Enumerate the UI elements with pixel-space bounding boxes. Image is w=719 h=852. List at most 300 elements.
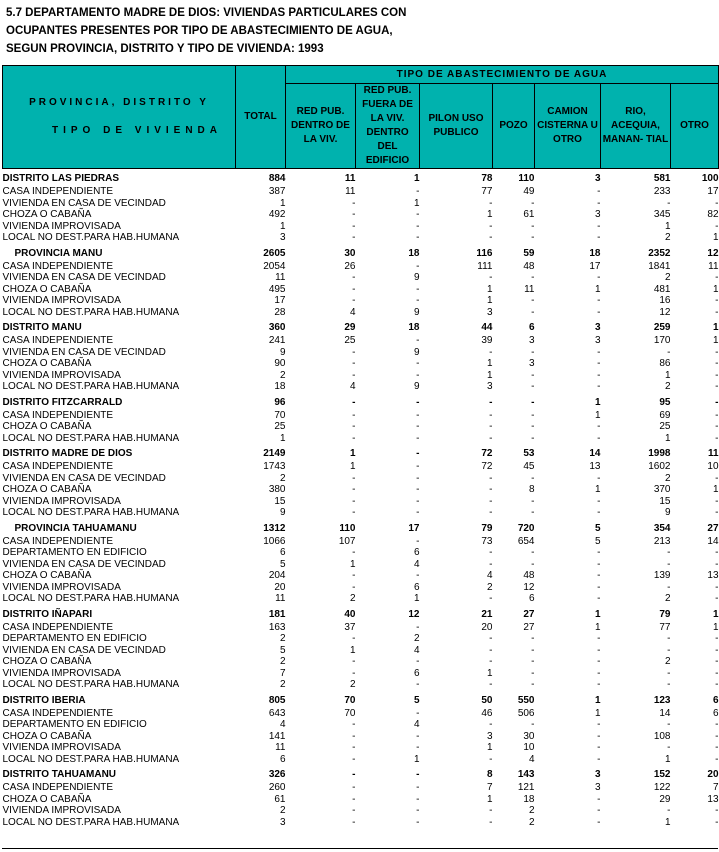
value-cell: 2 bbox=[664, 656, 671, 667]
total-cell: 6 bbox=[279, 753, 286, 765]
value-cell: - bbox=[667, 346, 671, 358]
value-cell: - bbox=[667, 679, 671, 690]
value-cell: 72 bbox=[481, 448, 493, 459]
value-cell: 13 bbox=[589, 461, 601, 472]
row-label: LOCAL NO DEST.PARA HAB.HUMANA bbox=[2, 593, 180, 604]
value-cell: - bbox=[416, 421, 420, 432]
total-cell: 805 bbox=[268, 694, 286, 706]
row-label: CASA INDEPENDIENTE bbox=[2, 461, 114, 472]
value-cell: - bbox=[352, 507, 356, 518]
value-cell: - bbox=[352, 396, 356, 408]
total-cell: 380 bbox=[268, 484, 286, 495]
value-cell: - bbox=[715, 633, 719, 644]
value-cell: 1 bbox=[349, 644, 356, 656]
value-cell: - bbox=[489, 272, 493, 283]
value-cell: 1 bbox=[486, 209, 493, 220]
value-cell: - bbox=[416, 805, 420, 816]
value-cell: 5 bbox=[594, 522, 601, 534]
value-cell: - bbox=[416, 816, 420, 828]
total-cell: 492 bbox=[268, 209, 286, 220]
value-cell: - bbox=[416, 656, 420, 667]
value-cell: - bbox=[489, 232, 493, 243]
value-cell: 4 bbox=[528, 753, 535, 765]
value-cell: - bbox=[715, 816, 719, 828]
value-cell: 2 bbox=[664, 272, 671, 283]
table-row bbox=[3, 335, 719, 347]
total-cell: 163 bbox=[268, 621, 286, 633]
value-cell: - bbox=[489, 816, 493, 828]
row-label: CASA INDEPENDIENTE bbox=[2, 782, 114, 793]
value-cell: - bbox=[597, 421, 601, 432]
value-cell: - bbox=[352, 805, 356, 816]
value-cell: 39 bbox=[481, 335, 493, 346]
value-cell: 53 bbox=[523, 448, 535, 459]
value-cell: 10 bbox=[523, 742, 535, 753]
value-cell: - bbox=[416, 186, 420, 197]
value-cell: - bbox=[597, 295, 601, 306]
total-cell: 7 bbox=[279, 667, 286, 679]
row-label: VIVIENDA EN CASA DE VECINDAD bbox=[2, 644, 166, 656]
value-cell: - bbox=[531, 558, 535, 570]
row-label: LOCAL NO DEST.PARA HAB.HUMANA bbox=[2, 507, 180, 518]
value-cell: - bbox=[715, 432, 719, 444]
value-cell: 17 bbox=[707, 186, 719, 197]
value-cell: 2 bbox=[664, 593, 671, 604]
value-cell: 1 bbox=[594, 409, 601, 421]
value-cell: - bbox=[352, 793, 356, 805]
value-cell: - bbox=[416, 369, 420, 381]
total-cell: 3 bbox=[279, 816, 286, 828]
table-row bbox=[3, 284, 719, 296]
value-cell: - bbox=[597, 547, 601, 558]
row-label: PROVINCIA MANU bbox=[14, 247, 103, 259]
col-header-otro: OTRO bbox=[671, 84, 719, 169]
value-cell: - bbox=[597, 570, 601, 581]
total-cell: 11 bbox=[275, 272, 286, 283]
value-cell: - bbox=[352, 633, 356, 644]
total-cell: 9 bbox=[279, 346, 286, 358]
value-cell: - bbox=[416, 769, 420, 780]
table-row bbox=[3, 307, 719, 319]
table-row bbox=[3, 805, 719, 817]
row-label: CHOZA O CABAÑA bbox=[2, 358, 92, 369]
value-cell: 1 bbox=[712, 283, 719, 295]
value-cell: 17 bbox=[408, 522, 420, 534]
row-label: CHOZA O CABAÑA bbox=[2, 793, 92, 805]
value-cell: - bbox=[489, 495, 493, 507]
value-cell: - bbox=[416, 535, 420, 547]
value-cell: 6 bbox=[528, 322, 535, 333]
value-cell: - bbox=[416, 793, 420, 805]
value-cell: 354 bbox=[653, 522, 671, 534]
value-cell: 111 bbox=[477, 260, 493, 272]
table-row bbox=[3, 570, 719, 582]
table-row bbox=[3, 410, 719, 422]
district-row bbox=[3, 605, 719, 622]
row-label: DISTRITO IBERIA bbox=[2, 694, 86, 706]
value-cell: 86 bbox=[659, 358, 671, 369]
total-cell: 2054 bbox=[263, 260, 286, 272]
value-cell: 16 bbox=[659, 295, 671, 306]
value-cell: 233 bbox=[653, 186, 671, 197]
value-cell: 1 bbox=[486, 667, 493, 679]
value-cell: - bbox=[352, 570, 356, 581]
value-cell: 110 bbox=[518, 173, 535, 184]
water-supply-table bbox=[2, 65, 719, 828]
value-cell: - bbox=[489, 805, 493, 816]
value-cell: 9 bbox=[413, 381, 420, 392]
table-row bbox=[3, 708, 719, 720]
row-label: LOCAL NO DEST.PARA HAB.HUMANA bbox=[2, 432, 180, 444]
value-cell: - bbox=[531, 381, 535, 392]
district-row bbox=[3, 169, 719, 187]
value-cell: - bbox=[597, 581, 601, 593]
value-cell: - bbox=[715, 730, 719, 742]
table-row bbox=[3, 461, 719, 473]
value-cell: 4 bbox=[486, 570, 493, 581]
row-label: PROVINCIA TAHUAMANU bbox=[14, 522, 137, 534]
value-cell: - bbox=[416, 295, 420, 306]
value-cell: 18 bbox=[408, 247, 420, 259]
row-label: CHOZA O CABAÑA bbox=[2, 484, 92, 495]
value-cell: - bbox=[531, 507, 535, 518]
row-label: DISTRITO MANU bbox=[2, 322, 82, 333]
district-row bbox=[3, 444, 719, 461]
row-label: DISTRITO FITZCARRALD bbox=[2, 396, 123, 408]
table-row bbox=[3, 633, 719, 645]
value-cell: - bbox=[715, 358, 719, 369]
title-line-1: 5.7 DEPARTAMENTO MADRE DE DIOS: VIVIENDAS PARTICULARES CON bbox=[6, 7, 407, 19]
value-cell: 1 bbox=[712, 232, 719, 243]
value-cell: 6 bbox=[413, 667, 420, 679]
value-cell: - bbox=[416, 432, 420, 444]
value-cell: - bbox=[715, 753, 719, 765]
value-cell: 45 bbox=[523, 461, 535, 472]
row-label: CHOZA O CABAÑA bbox=[2, 421, 92, 432]
value-cell: - bbox=[416, 570, 420, 581]
value-cell: - bbox=[597, 742, 601, 753]
value-cell: - bbox=[531, 719, 535, 730]
value-cell: 1 bbox=[486, 793, 493, 805]
value-cell: - bbox=[715, 742, 719, 753]
value-cell: 3 bbox=[486, 306, 493, 318]
value-cell: - bbox=[715, 805, 719, 816]
total-cell: 61 bbox=[274, 793, 286, 805]
value-cell: - bbox=[597, 793, 601, 805]
value-cell: 12 bbox=[523, 581, 535, 593]
table-row bbox=[3, 221, 719, 233]
value-cell: 1998 bbox=[648, 448, 671, 459]
province-row bbox=[3, 519, 719, 536]
value-cell: 1 bbox=[594, 694, 601, 706]
value-cell: 1 bbox=[486, 369, 493, 381]
title-line-2: OCUPANTES PRESENTES POR TIPO DE ABASTECIMIENTO DE AGUA, bbox=[6, 25, 393, 37]
value-cell: - bbox=[597, 719, 601, 730]
total-cell: 1 bbox=[279, 220, 286, 232]
value-cell: 4 bbox=[349, 381, 356, 392]
value-cell: - bbox=[715, 507, 719, 518]
value-cell: - bbox=[715, 295, 719, 306]
value-cell: 8 bbox=[486, 769, 493, 780]
value-cell: 1 bbox=[349, 448, 356, 459]
total-cell: 6 bbox=[279, 547, 286, 558]
value-cell: - bbox=[531, 197, 535, 209]
value-cell: - bbox=[667, 667, 671, 679]
value-cell: - bbox=[597, 753, 601, 765]
value-cell: 259 bbox=[653, 322, 671, 333]
value-cell: - bbox=[715, 547, 719, 558]
value-cell: 69 bbox=[659, 409, 671, 421]
value-cell: 48 bbox=[523, 570, 535, 581]
value-cell: 720 bbox=[517, 522, 535, 534]
value-cell: 3 bbox=[594, 335, 601, 346]
total-cell: 241 bbox=[268, 335, 286, 346]
value-cell: - bbox=[597, 232, 601, 243]
value-cell: 370 bbox=[653, 484, 671, 495]
value-cell: 6 bbox=[413, 547, 420, 558]
value-cell: - bbox=[597, 381, 601, 392]
value-cell: 152 bbox=[653, 769, 671, 780]
district-row bbox=[3, 765, 719, 782]
value-cell: 123 bbox=[653, 694, 671, 706]
value-cell: - bbox=[352, 547, 356, 558]
value-cell: - bbox=[352, 782, 356, 793]
table-row bbox=[3, 536, 719, 548]
value-cell: 506 bbox=[517, 707, 535, 719]
value-cell: 1 bbox=[594, 707, 601, 719]
value-cell: - bbox=[489, 409, 493, 421]
value-cell: 1 bbox=[413, 593, 420, 604]
value-cell: 345 bbox=[653, 209, 671, 220]
value-cell: 139 bbox=[653, 570, 671, 581]
value-cell: - bbox=[416, 621, 420, 633]
row-header-line-2: TIPO DE VIVIENDA bbox=[51, 125, 222, 136]
value-cell: 3 bbox=[594, 782, 601, 793]
total-cell: 1066 bbox=[263, 535, 286, 547]
value-cell: - bbox=[416, 484, 420, 495]
total-cell: 2 bbox=[279, 472, 286, 484]
value-cell: 6 bbox=[413, 581, 420, 593]
total-cell: 387 bbox=[268, 186, 286, 197]
value-cell: - bbox=[489, 197, 493, 209]
value-cell: - bbox=[489, 472, 493, 484]
value-cell: 2 bbox=[349, 593, 356, 604]
total-cell: 2 bbox=[279, 633, 286, 644]
table-row bbox=[3, 656, 719, 668]
total-cell: 204 bbox=[268, 570, 286, 581]
value-cell: - bbox=[715, 396, 719, 408]
row-label: CASA INDEPENDIENTE bbox=[2, 335, 114, 346]
total-cell: 20 bbox=[274, 581, 286, 593]
value-cell: 37 bbox=[344, 621, 356, 633]
value-cell: 1841 bbox=[648, 260, 671, 272]
value-cell: 1 bbox=[413, 173, 420, 184]
total-cell: 11 bbox=[275, 742, 286, 753]
row-label: VIVIENDA IMPROVISADA bbox=[2, 495, 121, 507]
total-cell: 360 bbox=[268, 322, 286, 333]
value-cell: - bbox=[597, 507, 601, 518]
value-cell: 12 bbox=[659, 306, 671, 318]
value-cell: 654 bbox=[517, 535, 535, 547]
value-cell: 2 bbox=[486, 581, 493, 593]
total-cell: 28 bbox=[274, 306, 286, 318]
value-cell: - bbox=[597, 816, 601, 828]
value-cell: 70 bbox=[344, 694, 356, 706]
row-label: CHOZA O CABAÑA bbox=[2, 730, 92, 742]
value-cell: 1 bbox=[664, 432, 671, 444]
value-cell: - bbox=[489, 719, 493, 730]
value-cell: 11 bbox=[344, 173, 356, 184]
row-label: DEPARTAMENTO EN EDIFICIO bbox=[2, 719, 147, 730]
title-line-3: SEGUN PROVINCIA, DISTRITO Y TIPO DE VIVIENDA: 1993 bbox=[6, 43, 324, 55]
table-row bbox=[3, 582, 719, 594]
value-cell: - bbox=[352, 369, 356, 381]
value-cell: - bbox=[352, 472, 356, 484]
value-cell: 12 bbox=[707, 247, 719, 259]
value-cell: 79 bbox=[481, 522, 493, 534]
total-cell: 884 bbox=[268, 173, 286, 184]
value-cell: - bbox=[416, 495, 420, 507]
group-header: TIPO DE ABASTECIMIENTO DE AGUA bbox=[286, 66, 719, 84]
value-cell: 29 bbox=[659, 793, 671, 805]
total-cell: 2 bbox=[279, 656, 286, 667]
value-cell: 15 bbox=[659, 495, 671, 507]
table-row bbox=[3, 186, 719, 198]
value-cell: - bbox=[489, 753, 493, 765]
district-row bbox=[3, 393, 719, 410]
value-cell: - bbox=[715, 220, 719, 232]
value-cell: 1 bbox=[594, 484, 601, 495]
value-cell: - bbox=[489, 507, 493, 518]
value-cell: - bbox=[416, 448, 420, 459]
total-cell: 5 bbox=[279, 644, 286, 656]
value-cell: - bbox=[352, 667, 356, 679]
value-cell: - bbox=[597, 679, 601, 690]
value-cell: 18 bbox=[589, 247, 601, 259]
value-cell: - bbox=[352, 719, 356, 730]
table-row bbox=[3, 668, 719, 680]
value-cell: - bbox=[531, 679, 535, 690]
value-cell: 1 bbox=[486, 358, 493, 369]
value-cell: - bbox=[715, 369, 719, 381]
table-row bbox=[3, 754, 719, 766]
value-cell: - bbox=[489, 396, 493, 408]
value-cell: - bbox=[715, 644, 719, 656]
value-cell: 3 bbox=[486, 730, 493, 742]
table-row bbox=[3, 232, 719, 244]
value-cell: 26 bbox=[344, 260, 356, 272]
value-cell: - bbox=[667, 742, 671, 753]
value-cell: - bbox=[352, 495, 356, 507]
value-cell: 4 bbox=[413, 558, 420, 570]
value-cell: - bbox=[597, 306, 601, 318]
col-header-red-pub-fuera: RED PUB. FUERA DE LA VIV. DENTRO DEL EDIFICIO bbox=[356, 84, 420, 169]
value-cell: - bbox=[715, 409, 719, 421]
row-label: VIVIENDA EN CASA DE VECINDAD bbox=[2, 197, 166, 209]
value-cell: 44 bbox=[481, 322, 493, 333]
table-row bbox=[3, 719, 719, 731]
value-cell: 1 bbox=[664, 816, 671, 828]
value-cell: - bbox=[352, 484, 356, 495]
value-cell: 4 bbox=[349, 306, 356, 318]
value-cell: 73 bbox=[481, 535, 493, 547]
value-cell: 6 bbox=[712, 707, 719, 719]
value-cell: - bbox=[715, 197, 719, 209]
value-cell: 79 bbox=[659, 608, 671, 620]
value-cell: - bbox=[597, 805, 601, 816]
value-cell: 5 bbox=[413, 694, 420, 706]
value-cell: - bbox=[597, 656, 601, 667]
value-cell: - bbox=[597, 369, 601, 381]
total-cell: 141 bbox=[268, 730, 286, 742]
row-label: VIVIENDA IMPROVISADA bbox=[2, 742, 121, 753]
value-cell: 2 bbox=[528, 816, 535, 828]
table-row bbox=[3, 679, 719, 691]
value-cell: - bbox=[352, 656, 356, 667]
value-cell: - bbox=[597, 495, 601, 507]
row-header bbox=[3, 66, 236, 169]
value-cell: - bbox=[352, 358, 356, 369]
value-cell: - bbox=[667, 805, 671, 816]
row-label: LOCAL NO DEST.PARA HAB.HUMANA bbox=[2, 381, 180, 392]
value-cell: - bbox=[597, 644, 601, 656]
table-row bbox=[3, 295, 719, 307]
value-cell: - bbox=[531, 369, 535, 381]
value-cell: - bbox=[597, 558, 601, 570]
value-cell: 20 bbox=[707, 769, 719, 780]
value-cell: 8 bbox=[528, 484, 535, 495]
value-cell: - bbox=[597, 633, 601, 644]
value-cell: 2 bbox=[664, 472, 671, 484]
value-cell: 30 bbox=[523, 730, 535, 742]
value-cell: - bbox=[416, 220, 420, 232]
value-cell: 12 bbox=[408, 608, 420, 620]
value-cell: - bbox=[489, 220, 493, 232]
value-cell: 1 bbox=[594, 283, 601, 295]
value-cell: 1 bbox=[712, 621, 719, 633]
value-cell: - bbox=[352, 295, 356, 306]
value-cell: 10 bbox=[707, 461, 719, 472]
col-header-pilon: PILON USO PUBLICO bbox=[420, 84, 493, 169]
value-cell: - bbox=[416, 283, 420, 295]
value-cell: - bbox=[597, 358, 601, 369]
table-row bbox=[3, 261, 719, 273]
value-cell: - bbox=[416, 335, 420, 346]
table-row bbox=[3, 496, 719, 508]
value-cell: 1 bbox=[594, 608, 601, 620]
value-cell: - bbox=[597, 432, 601, 444]
row-label: CASA INDEPENDIENTE bbox=[2, 186, 114, 197]
col-header-camion: CAMION CISTERNA U OTRO bbox=[535, 84, 601, 169]
value-cell: - bbox=[352, 209, 356, 220]
value-cell: - bbox=[489, 558, 493, 570]
row-label: LOCAL NO DEST.PARA HAB.HUMANA bbox=[2, 753, 180, 765]
value-cell: 4 bbox=[413, 644, 420, 656]
value-cell: 40 bbox=[344, 608, 356, 620]
row-label: CASA INDEPENDIENTE bbox=[2, 260, 114, 272]
value-cell: 143 bbox=[517, 769, 535, 780]
value-cell: - bbox=[667, 547, 671, 558]
table-row bbox=[3, 358, 719, 370]
table-row bbox=[3, 593, 719, 605]
total-cell: 181 bbox=[268, 608, 286, 620]
total-cell: 96 bbox=[274, 396, 286, 408]
total-cell: 3 bbox=[279, 232, 286, 243]
value-cell: 17 bbox=[589, 260, 601, 272]
value-cell: - bbox=[531, 272, 535, 283]
value-cell: - bbox=[416, 396, 420, 408]
value-cell: 11 bbox=[707, 448, 719, 459]
